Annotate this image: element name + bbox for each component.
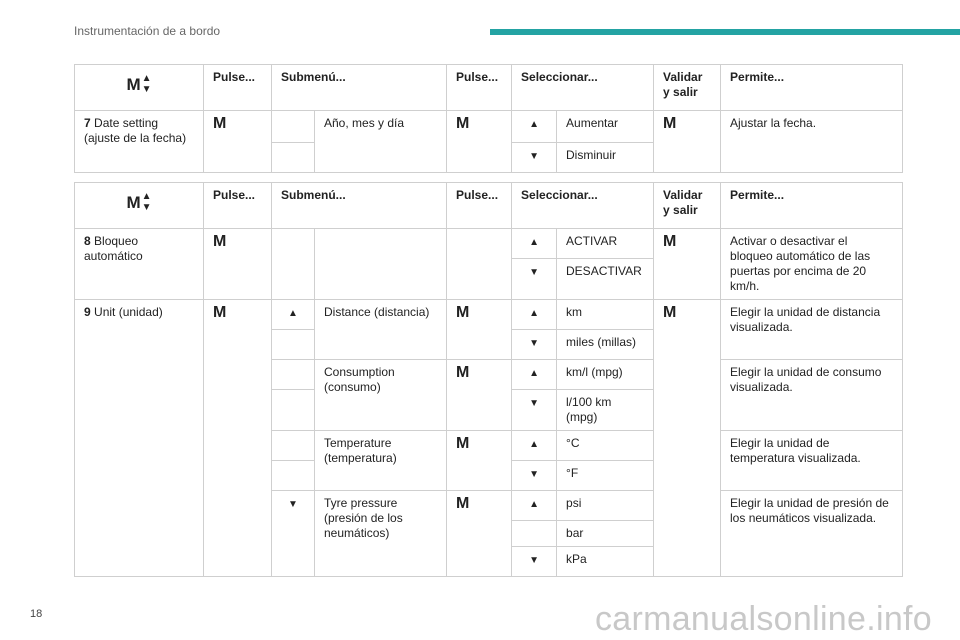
m-button-icon: M [654,111,721,173]
header-select: Seleccionar... [512,65,654,111]
m-button-icon: M [654,300,721,577]
up-arrow-icon: ▲ [512,360,557,390]
header-press: Pulse... [204,183,272,229]
table-row [75,111,903,143]
lock-units-table [74,182,903,577]
option-text: DESACTIVAR [557,259,654,300]
up-arrow-icon: ▲ [272,300,315,330]
page-number: 18 [30,608,43,620]
result-text: Elegir la unidad de temperatura visualizada. [721,431,903,491]
m-button-icon: M [447,300,512,360]
header-submenu: Submenú... [272,183,447,229]
table-row [75,300,903,330]
submenu-text: Temperature (temperatura) [315,431,447,491]
header-accent-bar [490,29,960,35]
down-arrow-icon: ▼ [512,547,557,577]
header-allows: Permite... [721,65,903,111]
header-allows: Permite... [721,183,903,229]
option-text: °C [557,431,654,461]
result-text: Elegir la unidad de consumo visualizada. [721,360,903,431]
header-select: Seleccionar... [512,183,654,229]
down-arrow-icon: ▼ [512,390,557,431]
m-button-icon: M [447,491,512,577]
header-press-2: Pulse... [447,65,512,111]
result-text: Elegir la unidad de distancia visualizada. [721,300,903,360]
m-button-icon: M [447,360,512,431]
result-text: Elegir la unidad de presión de los neumáticos visualizada. [721,491,903,577]
option-text: km [557,300,654,330]
down-arrow-icon: ▼ [512,259,557,300]
option-text: km/l (mpg) [557,360,654,390]
option-text: °F [557,461,654,491]
option-text: kPa [557,547,654,577]
option-text: bar [557,521,654,547]
option-text: Aumentar [557,111,654,143]
down-arrow-icon: ▼ [512,461,557,491]
option-text: l/100 km (mpg) [557,390,654,431]
table-header-row [75,183,903,229]
m-button-icon: M [447,431,512,491]
up-arrow-icon: ▲ [512,491,557,521]
up-arrow-icon: ▲ [512,431,557,461]
result-text: Activar o desactivar el bloqueo automático de las puertas por encima de 20 km/h. [721,229,903,300]
header-submenu: Submenú... [272,65,447,111]
submenu-text: Distance (distancia) [315,300,447,360]
m-updown-icon: M ▲ ▼ [75,183,204,229]
down-arrow-icon: ▼ [272,491,315,577]
header-validate: Validar y salir [654,65,721,111]
up-arrow-icon: ▲ [512,300,557,330]
submenu-text: Tyre pressure (presión de los neumáticos) [315,491,447,577]
up-arrow-icon: ▲ [512,229,557,259]
running-head: Instrumentación de a bordo [74,24,221,38]
submenu-text: Consumption (consumo) [315,360,447,431]
down-arrow-icon: ▼ [512,143,557,173]
item-label: 9 Unit (unidad) [75,300,204,577]
item-label: 8 Bloqueo automático [75,229,204,300]
table-row [75,229,903,259]
submenu-text: Año, mes y día [315,111,447,173]
option-text: miles (millas) [557,330,654,360]
up-arrow-icon: ▲ [512,111,557,143]
option-text: Disminuir [557,143,654,173]
m-updown-icon: M ▲ ▼ [75,65,204,111]
table-header-row [75,65,903,111]
watermark: carmanualsonline.info [594,600,932,638]
option-text: psi [557,491,654,521]
date-setting-table [74,64,903,173]
header-press-2: Pulse... [447,183,512,229]
item-label: 7 Date setting (ajuste de la fecha) [75,111,204,173]
m-button-icon: M [447,111,512,173]
down-arrow-icon: ▼ [512,330,557,360]
m-button-icon: M [204,111,272,173]
m-button-icon: M [654,229,721,300]
option-text: ACTIVAR [557,229,654,259]
header-validate: Validar y salir [654,183,721,229]
header-press: Pulse... [204,65,272,111]
m-button-icon: M [204,229,272,300]
result-text: Ajustar la fecha. [721,111,903,173]
m-button-icon: M [204,300,272,577]
